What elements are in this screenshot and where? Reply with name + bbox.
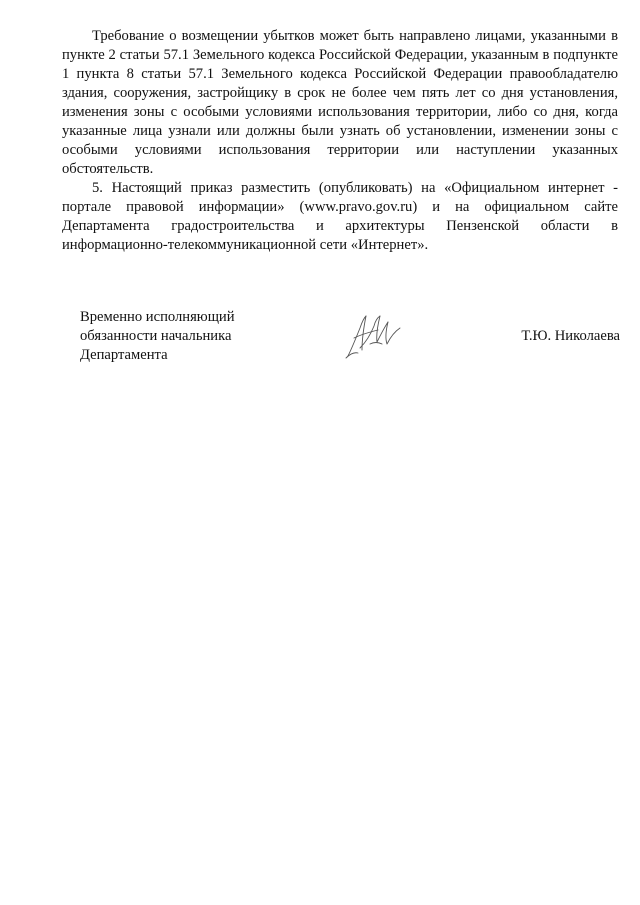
signer-name: Т.Ю. Николаева <box>521 328 620 344</box>
paragraph-publication-order: 5. Настоящий приказ разместить (опубликовать) на «Официальном интернет - портале правовой информации» (www.pravo.gov.ru) и на официальном сайте Департамента градостроительства и архитектуры Пензенской области в информационно-телекоммуникационной сети «Интернет». <box>62 180 618 253</box>
signatory-position <box>80 308 235 365</box>
position-line: Департамента <box>80 347 168 363</box>
handwritten-signature-icon <box>340 308 410 364</box>
paragraph-damages-claim: Требование о возмещении убытков может быть направлено лицами, указанными в пункте 2 статьи 57.1 Земельного кодекса Российской Федерации, указанным в подпункте 1 пункта 8 статьи 57.1 Земельного кодекса Российской Федерации правообладателю здания, сооружения, застройщику в срок не более чем пять лет со дня установления, изменения зоны с особыми условиями использования территории, либо со дня, когда указанные лица узнали или должны были узнать об установлении, изменении зоны с особыми условиями использования территории или наступлении указанных обстоятельств. <box>62 28 618 177</box>
position-line: обязанности начальника <box>80 328 232 344</box>
document-body <box>62 27 618 255</box>
position-line: Временно исполняющий <box>80 309 235 325</box>
